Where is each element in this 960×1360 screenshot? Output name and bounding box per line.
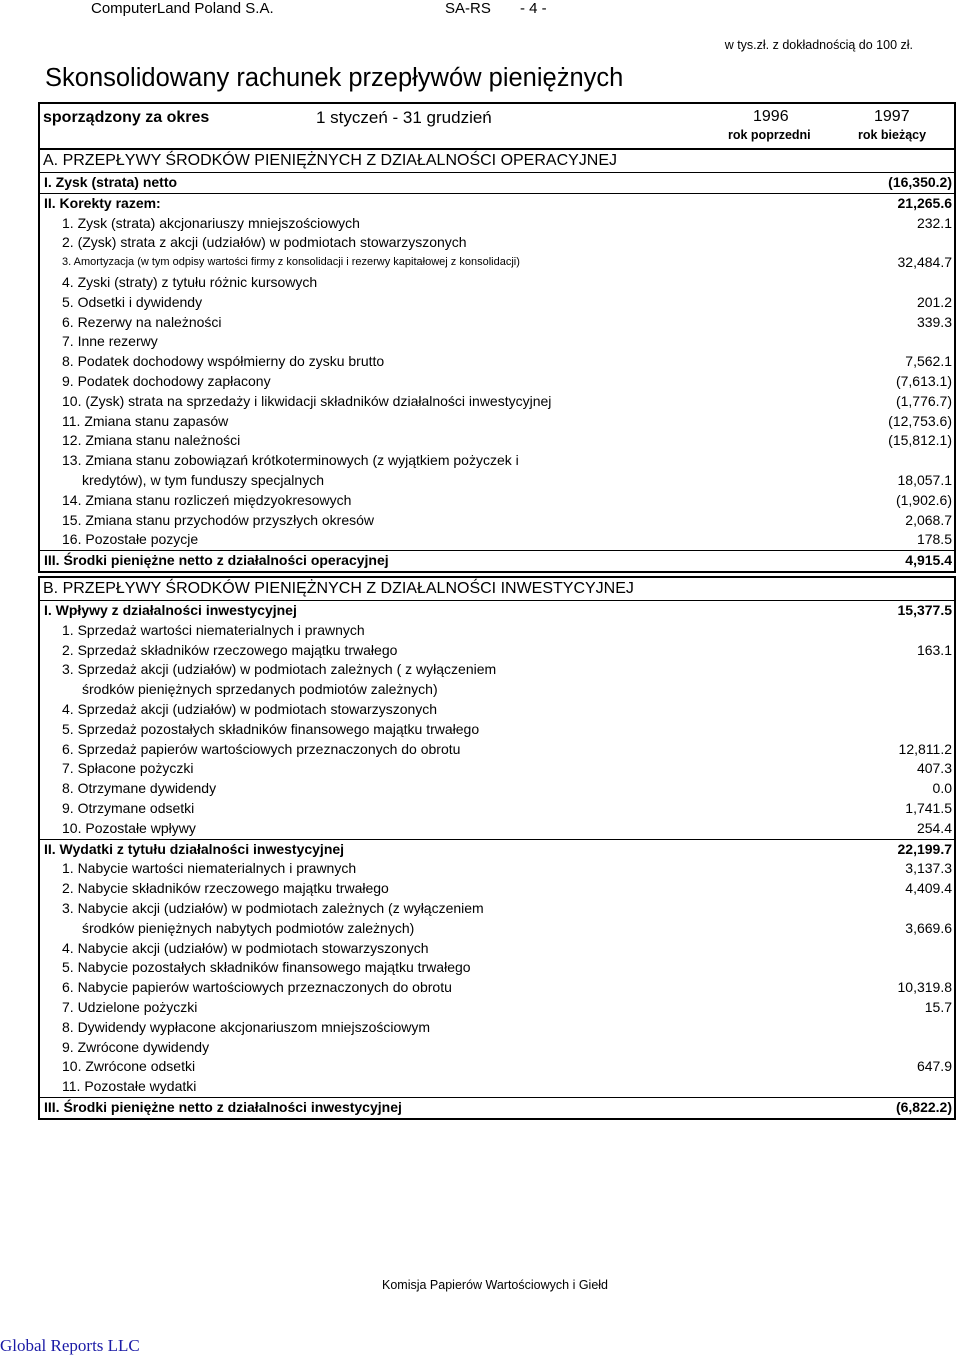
row-value: 2,068.7 (905, 511, 952, 528)
row-label: 2. (Zysk) strata z akcji (udziałów) w podmiotach stowarzyszonych (62, 234, 467, 251)
row-label: 2. Nabycie składników rzeczowego majątku trwałego (62, 880, 389, 897)
table-row (40, 939, 954, 959)
row-value: 10,319.8 (897, 979, 952, 996)
row-value: 21,265.6 (897, 194, 952, 211)
table-row (40, 799, 954, 819)
row-label: I. Zysk (strata) netto (44, 174, 178, 190)
table-row (40, 293, 954, 313)
period-header (40, 104, 954, 150)
row-label: 8. Dywidendy wypłacone akcjonariuszom mniejszościowym (62, 1018, 431, 1035)
table-row (40, 530, 954, 550)
page-title: Skonsolidowany rachunek przepływów pieniężnych (45, 64, 624, 92)
row-label: 8. Otrzymane dywidendy (62, 780, 217, 797)
row-label: kredytów), w tym funduszy specjalnych (82, 471, 324, 488)
row-value: 339.3 (916, 313, 952, 330)
row-value: 15,377.5 (897, 602, 952, 618)
row-label: II. Korekty razem: (44, 194, 161, 211)
summary-row (40, 600, 954, 621)
row-value: 12,811.2 (898, 740, 952, 757)
row-label: 8. Podatek dochodowy współmierny do zysku brutto (62, 353, 385, 370)
page-number: - 4 - (520, 0, 547, 17)
table-row (40, 859, 954, 879)
row-label: 12. Zmiana stanu należności (62, 432, 241, 449)
row-label: 5. Nabycie pozostałych składników finansowego majątku trwałego (62, 959, 471, 976)
row-value: 232.1 (916, 214, 952, 231)
table-row (40, 759, 954, 779)
row-value: (15,812.1) (888, 432, 952, 449)
row-value: 0.0 (932, 780, 952, 797)
row-value: 4,915.4 (905, 552, 952, 569)
row-label: 1. Nabycie wartości niematerialnych i prawnych (62, 860, 357, 877)
row-label: 6. Rezerwy na należności (62, 313, 222, 330)
row-label: 10. (Zysk) strata na sprzedaży i likwidacji składników działalności inwestycyjnej (62, 392, 552, 409)
summary-row (40, 839, 954, 860)
section-b-rows (40, 600, 954, 1118)
row-value: 3,137.3 (905, 860, 952, 877)
operating-cashflow-table (38, 102, 956, 573)
table-row (40, 879, 954, 899)
row-label: III. Środki pieniężne netto z działalności operacyjnej (44, 552, 389, 569)
units-note: w tys.zł. z dokładnością do 100 zł. (724, 38, 913, 52)
row-value: 254.4 (916, 819, 952, 836)
row-value: 18,057.1 (897, 471, 952, 488)
row-label: 15. Zmiana stanu przychodów przyszłych okresów (62, 511, 375, 528)
table-row (40, 273, 954, 293)
row-label: 9. Podatek dochodowy zapłacony (62, 372, 271, 389)
table-row (40, 214, 954, 234)
section-a-title: A. PRZEPŁYWY ŚRODKÓW PIENIĘŻNYCH Z DZIAŁALNOŚCI OPERACYJNEJ (43, 152, 618, 169)
row-label: 11. Pozostałe wydatki (62, 1078, 197, 1095)
section-b-title: B. PRZEPŁYWY ŚRODKÓW PIENIĘŻNYCH Z DZIAŁALNOŚCI INWESTYCYJNEJ (43, 580, 634, 597)
table-row (40, 680, 954, 700)
row-label: 3. Amortyzacja (w tym odpisy wartości firmy z konsolidacji i rezerwy kapitałowej z konsolidacji) (62, 256, 520, 269)
table-row (40, 919, 954, 939)
row-value: (16,350.2) (888, 174, 952, 190)
row-label: 5. Odsetki i dywidendy (62, 293, 203, 310)
row-label: 5. Sprzedaż pozostałych składników finansowego majątku trwałego (62, 720, 480, 737)
row-value: 7,562.1 (905, 353, 952, 370)
period-range: 1 styczeń - 31 grudzień (316, 108, 492, 127)
table-row (40, 998, 954, 1018)
row-value: (7,613.1) (895, 372, 952, 389)
table-row (40, 1057, 954, 1077)
table-row (40, 491, 954, 511)
row-label: 13. Zmiana stanu zobowiązań krótkoterminowych (z wyjątkiem pożyczek i (62, 452, 519, 469)
table-row (40, 451, 954, 471)
row-value: 1,741.5 (905, 799, 952, 816)
row-label: 11. Zmiana stanu zapasów (62, 412, 229, 429)
row-label: 3. Sprzedaż akcji (udziałów) w podmiotach zależnych ( z wyłączeniem (62, 661, 497, 678)
row-value: 32,484.7 (897, 254, 952, 271)
row-value: (6,822.2) (895, 1098, 952, 1115)
table-row (40, 471, 954, 491)
table-row (40, 660, 954, 680)
summary-row (40, 1097, 954, 1118)
cur-year-label: rok bieżący (858, 128, 927, 142)
row-value: 4,409.4 (905, 880, 952, 897)
commission-footer: Komisja Papierów Wartościowych i Giełd (382, 1278, 609, 1292)
table-row (40, 332, 954, 352)
table-row (40, 233, 954, 253)
row-label: 4. Sprzedaż akcji (udziałów) w podmiotach stowarzyszonych (62, 700, 438, 717)
row-value: 15.7 (924, 998, 952, 1015)
row-label: 14. Zmiana stanu rozliczeń międzyokresowych (62, 491, 352, 508)
row-value: 647.9 (916, 1058, 952, 1075)
table-row (40, 641, 954, 661)
row-label: 1. Zysk (strata) akcjonariuszy mniejszościowych (62, 214, 360, 231)
cur-year: 1997 (874, 108, 910, 125)
table-row (40, 431, 954, 451)
row-label: 4. Zyski (straty) z tytułu różnic kursowych (62, 273, 318, 290)
row-label: 16. Pozostałe pozycje (62, 531, 199, 548)
table-row (40, 720, 954, 740)
table-row (40, 352, 954, 372)
row-label: 7. Spłacone pożyczki (62, 760, 194, 777)
row-label: 10. Pozostałe wpływy (62, 819, 196, 836)
row-value: (12,753.6) (888, 412, 952, 429)
summary-row (40, 550, 954, 571)
table-row (40, 253, 954, 273)
table-row (40, 1018, 954, 1038)
row-label: środków pieniężnych sprzedanych podmiotów zależnych) (82, 681, 438, 698)
brand-footer: Global Reports LLC (0, 1336, 140, 1355)
row-label: I. Wpływy z działalności inwestycyjnej (44, 602, 297, 618)
table-row (40, 978, 954, 998)
table-row (40, 392, 954, 412)
table-row (40, 1077, 954, 1097)
investing-cashflow-table (38, 576, 956, 1120)
row-label: 9. Otrzymane odsetki (62, 799, 195, 816)
table-row (40, 740, 954, 760)
row-label: 2. Sprzedaż składników rzeczowego majątku trwałego (62, 641, 398, 658)
row-label: 9. Zwrócone dywidendy (62, 1038, 210, 1055)
prev-year: 1996 (753, 108, 789, 125)
table-row (40, 372, 954, 392)
table-row (40, 958, 954, 978)
table-row (40, 899, 954, 919)
row-label: II. Wydatki z tytułu działalności inwestycyjnej (44, 840, 345, 857)
row-label: III. Środki pieniężne netto z działalności inwestycyjnej (44, 1098, 402, 1115)
row-label: środków pieniężnych nabytych podmiotów zależnych) (82, 919, 415, 936)
section-a-rows (40, 172, 954, 571)
row-label: 6. Nabycie papierów wartościowych przeznaczonych do obrotu (62, 979, 452, 996)
summary-row (40, 172, 954, 193)
row-value: 22,199.7 (897, 840, 952, 857)
table-row (40, 819, 954, 839)
table-row (40, 511, 954, 531)
row-label: 4. Nabycie akcji (udziałów) w podmiotach stowarzyszonych (62, 939, 429, 956)
summary-row (40, 193, 954, 214)
row-label: 7. Inne rezerwy (62, 333, 158, 350)
table-row (40, 779, 954, 799)
table-row (40, 621, 954, 641)
row-label: 7. Udzielone pożyczki (62, 998, 198, 1015)
period-label: sporządzony za okres (43, 109, 210, 126)
company-name: ComputerLand Poland S.A. (91, 0, 274, 17)
row-label: 10. Zwrócone odsetki (62, 1058, 196, 1075)
table-row (40, 700, 954, 720)
row-label: 6. Sprzedaż papierów wartościowych przeznaczonych do obrotu (62, 740, 461, 757)
row-value: 201.2 (916, 293, 952, 310)
row-value: (1,902.6) (895, 491, 952, 508)
prev-year-label: rok poprzedni (728, 128, 811, 142)
row-value: (1,776.7) (895, 392, 952, 409)
table-row (40, 412, 954, 432)
row-label: 1. Sprzedaż wartości niematerialnych i prawnych (62, 621, 365, 638)
row-value: 178.5 (916, 531, 952, 548)
row-label: 3. Nabycie akcji (udziałów) w podmiotach zależnych (z wyłączeniem (62, 899, 484, 916)
row-value: 163.1 (916, 641, 952, 658)
report-code: SA-RS (445, 0, 491, 17)
table-row (40, 1038, 954, 1058)
row-value: 407.3 (916, 760, 952, 777)
table-row (40, 313, 954, 333)
row-value: 3,669.6 (905, 919, 952, 936)
